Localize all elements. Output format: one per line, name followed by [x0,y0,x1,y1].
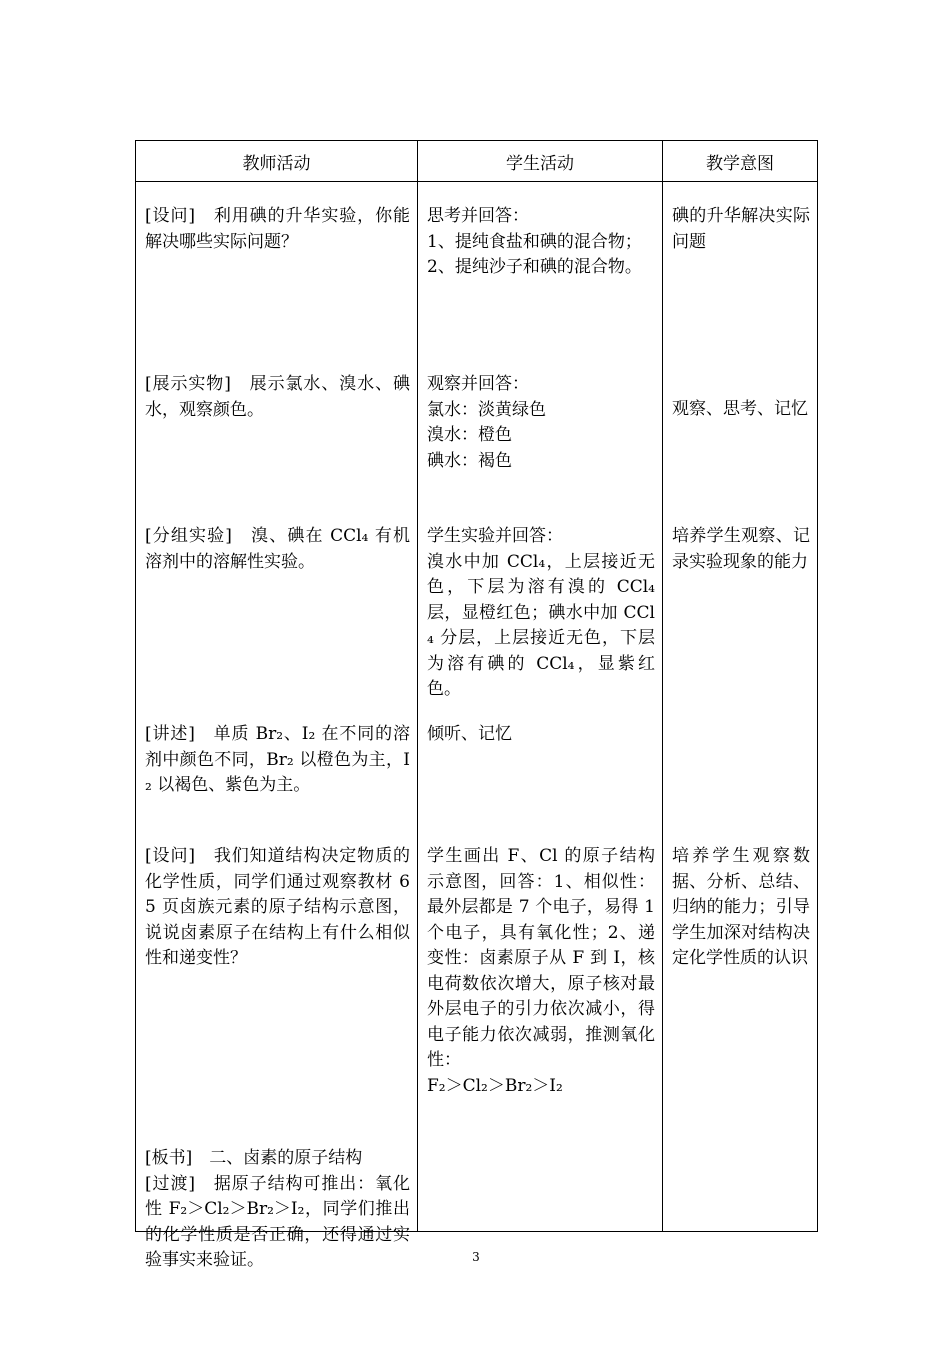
student-formula: F₂＞Cl₂＞Br₂＞I₂ [427,1075,563,1096]
student-text: 氯水：淡黄绿色 [427,399,546,420]
student-block-4 [427,722,655,748]
student-block-3 [427,524,655,703]
intent-text: 培养学生观察数据、分析、总结、归纳的能力；引导学生加深对结构决定化学性质的认识 [672,846,810,968]
intent-block-4 [672,844,810,972]
student-text: 观察并回答： [427,374,529,394]
blackboard-text: [板书] 二、卤素的原子结构 [145,1148,363,1168]
header-student-activity: 学生活动 [418,141,663,182]
student-text: 碘水：褐色 [427,450,512,471]
teacher-text: [设问] 利用碘的升华实验，你能解决哪些实际问题？ [145,206,410,252]
student-column [418,182,663,1232]
student-text: 学生实验并回答： [427,526,563,546]
student-block-2 [427,372,655,474]
student-text: 溴水中加 CCl₄，上层接近无色，下层为溶有溴的 CCl₄ 层，显橙红色；碘水中加 CCl₄ 分层，上层接近无色，下层为溶有碘的 CCl₄，显紫红色。 [427,551,655,699]
intent-text: 观察、思考、记忆 [672,399,808,419]
teacher-column [136,182,418,1270]
teacher-block-1 [145,204,410,255]
header-row [136,141,818,182]
student-text: 学生画出 F、Cl 的原子结构示意图，回答：1、相似性：最外层都是 7 个电子，易得 1 个电子，具有氧化性；2、递变性：卤素原子从 F 到 I，核电荷数依次增大，原子核对最外层电子的引力依次减小，得电子能力依次减弱，推测氧化性： [427,846,655,1070]
intent-text: 培养学生观察、记录实验现象的能力 [672,526,810,572]
student-block-5 [427,844,655,1099]
body-row [136,182,818,1232]
student-text: 倾听、记忆 [427,724,512,744]
student-text: 溴水：橙色 [427,425,512,445]
intent-block-3 [672,524,810,575]
teacher-block-5 [145,844,410,972]
lesson-table [135,140,818,1270]
teacher-block-3 [145,524,410,575]
teacher-block-4 [145,722,410,799]
student-text: 1、提纯食盐和碘的混合物； [427,231,642,252]
student-text: 思考并回答： [427,206,529,226]
teacher-text: [讲述] 单质 Br₂、I₂ 在不同的溶剂中颜色不同，Br₂ 以橙色为主，I₂ 以褐色、紫色为主。 [145,724,410,795]
header-teaching-intent: 教学意图 [663,141,818,182]
intent-column [663,182,818,1232]
intent-block-1 [672,204,810,255]
header-teacher-activity: 教师活动 [136,141,418,182]
transition-text: [过渡] 据原子结构可推出：氧化性 F₂＞Cl₂＞Br₂＞I₂，同学们推出的化学性质是否正确，还得通过实验事实来验证。 [145,1173,410,1270]
intent-text: 碘的升华解决实际问题 [672,206,810,252]
teacher-text: [设问] 我们知道结构决定物质的化学性质，同学们通过观察教材 65 页卤族元素的原子结构示意图，说说卤素原子在结构上有什么相似性和递变性？ [145,846,410,968]
teacher-block-2 [145,372,410,423]
student-block-1 [427,204,655,281]
student-text: 2、提纯沙子和碘的混合物。 [427,257,642,277]
page-number: 3 [472,1250,480,1264]
teacher-text: [展示实物] 展示氯水、溴水、碘水，观察颜色。 [145,374,410,420]
teacher-text: [分组实验] 溴、碘在 CCl₄ 有机溶剂中的溶解性实验。 [145,526,410,572]
intent-block-2 [672,397,810,423]
